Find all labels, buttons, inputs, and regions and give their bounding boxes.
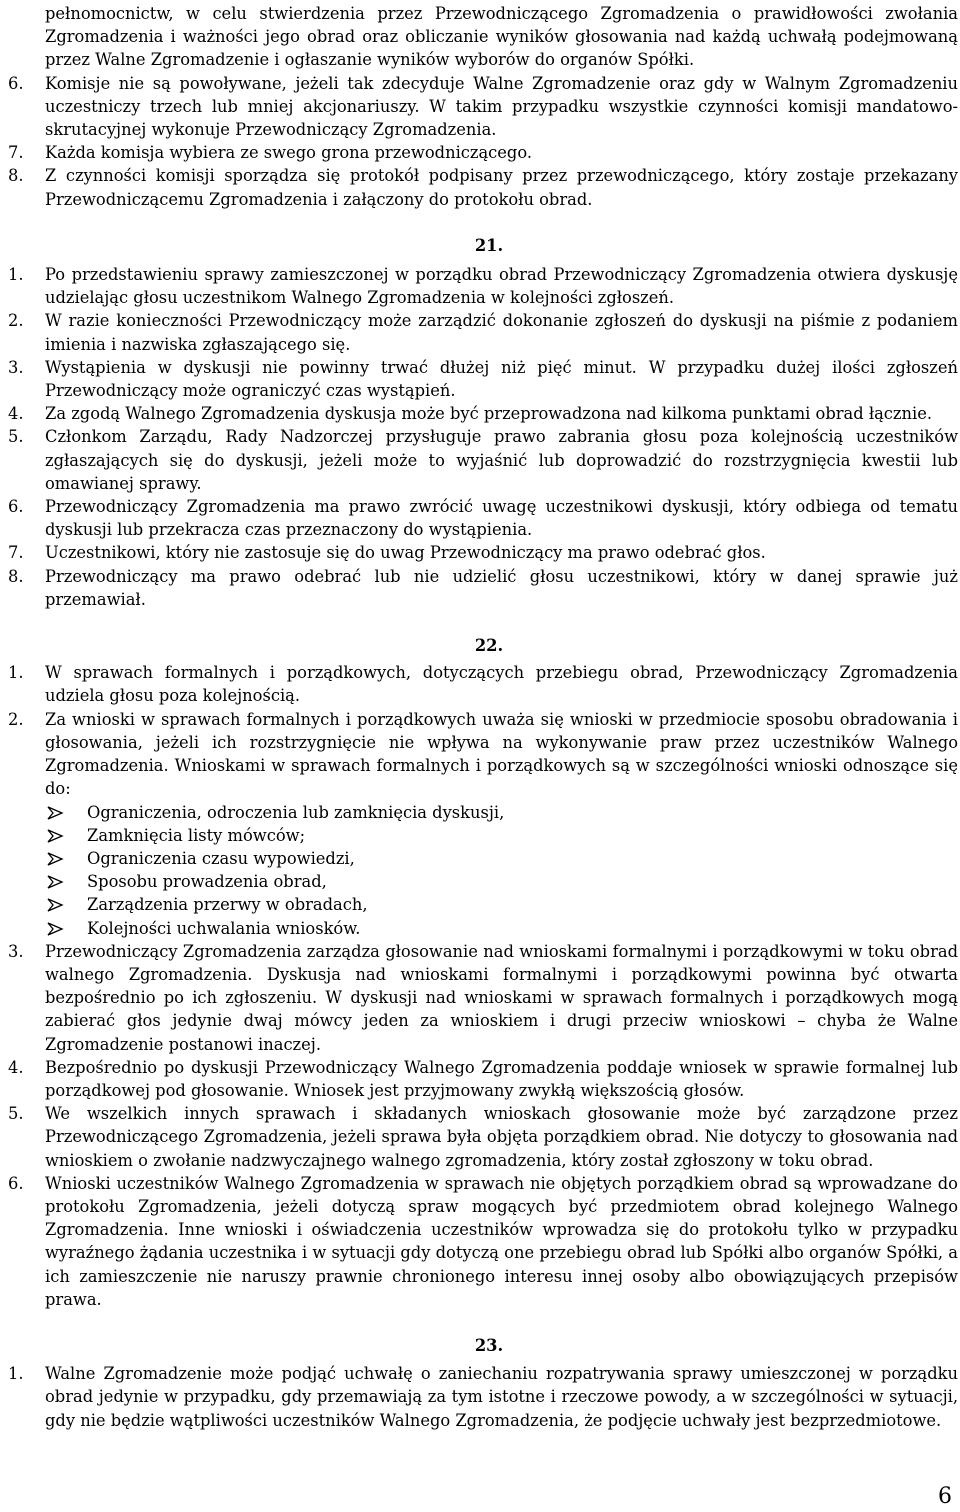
bullet-text: Zarządzenia przerwy w obradach, bbox=[87, 895, 368, 915]
arrowhead-bullet-icon bbox=[47, 922, 65, 936]
list-item bbox=[8, 1102, 958, 1172]
item-text: W razie konieczności Przewodniczący może zarządzić dokonanie zgłoszeń do dyskusji na piśmie z podaniem imienia i nazwiska zgłaszającego się. bbox=[45, 311, 958, 354]
arrowhead-bullet-icon bbox=[47, 806, 65, 820]
item-text: Za wnioski w sprawach formalnych i porządkowych uważa się wnioski w przedmiocie sposobu obradowania i głosowania, jeżeli ich rozstrzygnięcie nie wpływa na wykonywanie praw przez uczestników Walnego Zgromadzenia. Wnioskami w sprawach formalnych i porządkowych są w szczególności wnioski odnoszące się do: bbox=[45, 709, 958, 799]
item-number: 4. bbox=[8, 404, 24, 424]
bullet-item bbox=[45, 870, 958, 893]
item-text: Walne Zgromadzenie może podjąć uchwałę o zaniechaniu rozpatrywania sprawy umieszczonej w porządku obrad jedynie w przypadku, gdy przemawiają za tym istotne i rzeczowe powody, a w szczególności w sytuacji, gdy nie będzie wątpliwości uczestników Walnego Zgromadzenia, że podjęcie uchwały jest bezprzedmiotowe. bbox=[45, 1364, 958, 1430]
list-item bbox=[8, 1056, 958, 1102]
list-item bbox=[8, 164, 958, 210]
list-item bbox=[8, 708, 958, 940]
arrowhead-bullet-icon bbox=[47, 852, 65, 866]
item-text: Komisje nie są powoływane, jeżeli tak zdecyduje Walne Zgromadzenie oraz gdy w Walnym Zgromadzeniu uczestniczy trzech lub mniej akcjonariuszy. W takim przypadku wszystkie czynności komisji mandatowo-skrutacyjnej wykonuje Przewodniczący Zgromadzenia. bbox=[45, 73, 958, 140]
list-item bbox=[8, 425, 958, 495]
item-number: 1. bbox=[8, 663, 24, 683]
list-item bbox=[8, 402, 958, 425]
bullet-text: Sposobu prowadzenia obrad, bbox=[87, 872, 327, 892]
list-item bbox=[8, 263, 958, 309]
section-heading-21: 21. bbox=[474, 235, 504, 255]
bullet-item bbox=[45, 824, 958, 847]
item-text: Członkom Zarządu, Rady Nadzorczej przysługuje prawo zabrania głosu poza kolejnością uczestników zgłaszających się do dyskusji, jeżeli może to wyjaśnić lub doprowadzić do rozstrzygnięcia kwestii lub omawianej sprawy. bbox=[45, 427, 958, 493]
item-number: 4. bbox=[8, 1057, 24, 1077]
list-item bbox=[8, 940, 958, 1056]
item-number: 1. bbox=[8, 265, 24, 285]
item-text: Wystąpienia w dyskusji nie powinny trwać dłużej niż pięć minut. W przypadku dużej ilości zgłoszeń Przewodniczący może ograniczyć czas wystąpień. bbox=[45, 357, 958, 401]
item-number: 5. bbox=[8, 1104, 24, 1124]
item-number: 3. bbox=[8, 357, 24, 377]
list-item bbox=[8, 565, 958, 611]
bullet-item bbox=[45, 893, 958, 916]
item-number: 8. bbox=[8, 166, 24, 186]
bullet-item bbox=[45, 917, 958, 940]
page-number: 6 bbox=[938, 1483, 952, 1509]
list-item bbox=[8, 661, 958, 707]
list-item bbox=[8, 141, 958, 164]
bullet-item bbox=[45, 801, 958, 824]
item-number: 7. bbox=[8, 543, 24, 563]
bullet-text: Ograniczenia czasu wypowiedzi, bbox=[87, 848, 355, 868]
document-page bbox=[8, 2, 958, 1432]
item-text: Przewodniczący Zgromadzenia zarządza głosowanie nad wnioskami formalnymi i porządkowymi w toku obrad walnego Zgromadzenia. Dyskusja nad wnioskami formalnymi i porządkowymi powinna być otwarta bezpośrednio po ich zgłoszeniu. W dyskusji nad wnioskami w sprawach formalnych i porządkowych mogą zabierać głos jedynie dwaj mówcy jeden za wnioskiem i drugi przeciw wnioskowi – chyba że Walne Zgromadzenie postanowi inaczej. bbox=[45, 941, 958, 1054]
item-number: 8. bbox=[8, 566, 24, 586]
item-number: 6. bbox=[8, 497, 24, 517]
arrowhead-bullet-icon bbox=[47, 898, 65, 912]
item-number: 7. bbox=[8, 143, 24, 163]
item-number: 2. bbox=[8, 709, 24, 729]
bullet-text: Kolejności uchwalania wniosków. bbox=[87, 918, 361, 938]
list-item bbox=[8, 309, 958, 355]
bullet-text: Ograniczenia, odroczenia lub zamknięcia dyskusji, bbox=[87, 802, 505, 822]
item-text: Po przedstawieniu sprawy zamieszczonej w porządku obrad Przewodniczący Zgromadzenia otwiera dyskusję udzielając głosu uczestnikom Walnego Zgromadzenia w kolejności zgłoszeń. bbox=[45, 265, 958, 308]
item-text: Za zgodą Walnego Zgromadzenia dyskusja może być przeprowadzona nad kilkoma punktami obrad łącznie. bbox=[45, 404, 933, 424]
intro-list bbox=[8, 72, 958, 211]
item-number: 1. bbox=[8, 1364, 24, 1384]
item-number: 5. bbox=[8, 427, 24, 447]
arrowhead-bullet-icon bbox=[47, 829, 65, 843]
item-text: Uczestnikowi, który nie zastosuje się do uwag Przewodniczący ma prawo odebrać głos. bbox=[45, 543, 766, 563]
arrowhead-bullet-icon bbox=[47, 875, 65, 889]
item-text: Przewodniczący ma prawo odebrać lub nie udzielić głosu uczestnikowi, który w danej sprawie już przemawiał. bbox=[45, 566, 958, 609]
section-heading-23: 23. bbox=[474, 1335, 504, 1355]
bullet-text: Zamknięcia listy mówców; bbox=[87, 825, 306, 845]
item-number: 2. bbox=[8, 311, 24, 331]
list-item bbox=[8, 1362, 958, 1432]
item-text: Przewodniczący Zgromadzenia ma prawo zwrócić uwagę uczestnikowi dyskusji, który odbiega od tematu dyskusji lub przekracza czas przeznaczony do wystąpienia. bbox=[45, 497, 958, 540]
item-text: Każda komisja wybiera ze swego grona przewodniczącego. bbox=[45, 143, 533, 163]
list-item bbox=[8, 356, 958, 402]
bullet-list bbox=[45, 801, 958, 940]
item-text: Z czynności komisji sporządza się protokół podpisany przez przewodniczącego, który zostaje przekazany Przewodniczącemu Zgromadzenia i załączony do protokołu obrad. bbox=[45, 166, 958, 209]
item-number: 6. bbox=[8, 1173, 24, 1193]
item-text: We wszelkich innych sprawach i składanych wnioskach głosowanie może być zarządzone przez Przewodniczącego Zgromadzenia, jeżeli sprawa była objęta porządkiem obrad. Nie dotyczy to głosowania nad wnioskiem o zwołanie nadzwyczajnego walnego zgromadzenia, który został zgłoszony w toku obrad. bbox=[45, 1104, 958, 1170]
bullet-item bbox=[45, 847, 958, 870]
item-text: W sprawach formalnych i porządkowych, dotyczących przebiegu obrad, Przewodniczący Zgromadzenia udziela głosu poza kolejnością. bbox=[45, 663, 958, 706]
item-text: Wnioski uczestników Walnego Zgromadzenia w sprawach nie objętych porządkiem obrad są wprowadzane do protokołu Zgromadzenia, jeżeli dotyczą spraw mogących być przedmiotem obrad kolejnego Walnego Zgromadzenia. Inne wnioski i oświadczenia uczestników wprowadza się do protokołu tylko w przypadku wyraźnego żądania uczestnika i w sytuacji gdy dotyczą one przebiegu obrad lub Spółki albo organów Spółki, a ich zamieszczenie nie naruszy prawnie chronionego interesu innej osoby albo obowiązujących przepisów prawa. bbox=[45, 1173, 958, 1309]
section-22-list bbox=[8, 661, 958, 1311]
section-23-list bbox=[8, 1362, 958, 1432]
item-number: 3. bbox=[8, 941, 24, 961]
item-text: Bezpośrednio po dyskusji Przewodniczący Walnego Zgromadzenia poddaje wniosek w sprawie formalnej lub porządkowej pod głosowanie. Wniosek jest przyjmowany zwykłą większością głosów. bbox=[45, 1057, 958, 1100]
section-21-list bbox=[8, 263, 958, 611]
list-item bbox=[8, 1172, 958, 1311]
list-item bbox=[8, 495, 958, 541]
item-number: 6. bbox=[8, 73, 24, 93]
list-item bbox=[8, 72, 958, 142]
list-item bbox=[8, 541, 958, 564]
section-heading-22: 22. bbox=[474, 636, 504, 656]
paragraph-continuation: pełnomocnictw, w celu stwierdzenia przez Przewodniczącego Zgromadzenia o prawidłowości zwołania Zgromadzenia i ważności jego obrad oraz obliczanie wyników głosowania nad każdą uchwałą podejmowaną przez Walne Zgromadzenie i ogłaszanie wyników wyborów do organów Spółki. bbox=[45, 4, 958, 70]
